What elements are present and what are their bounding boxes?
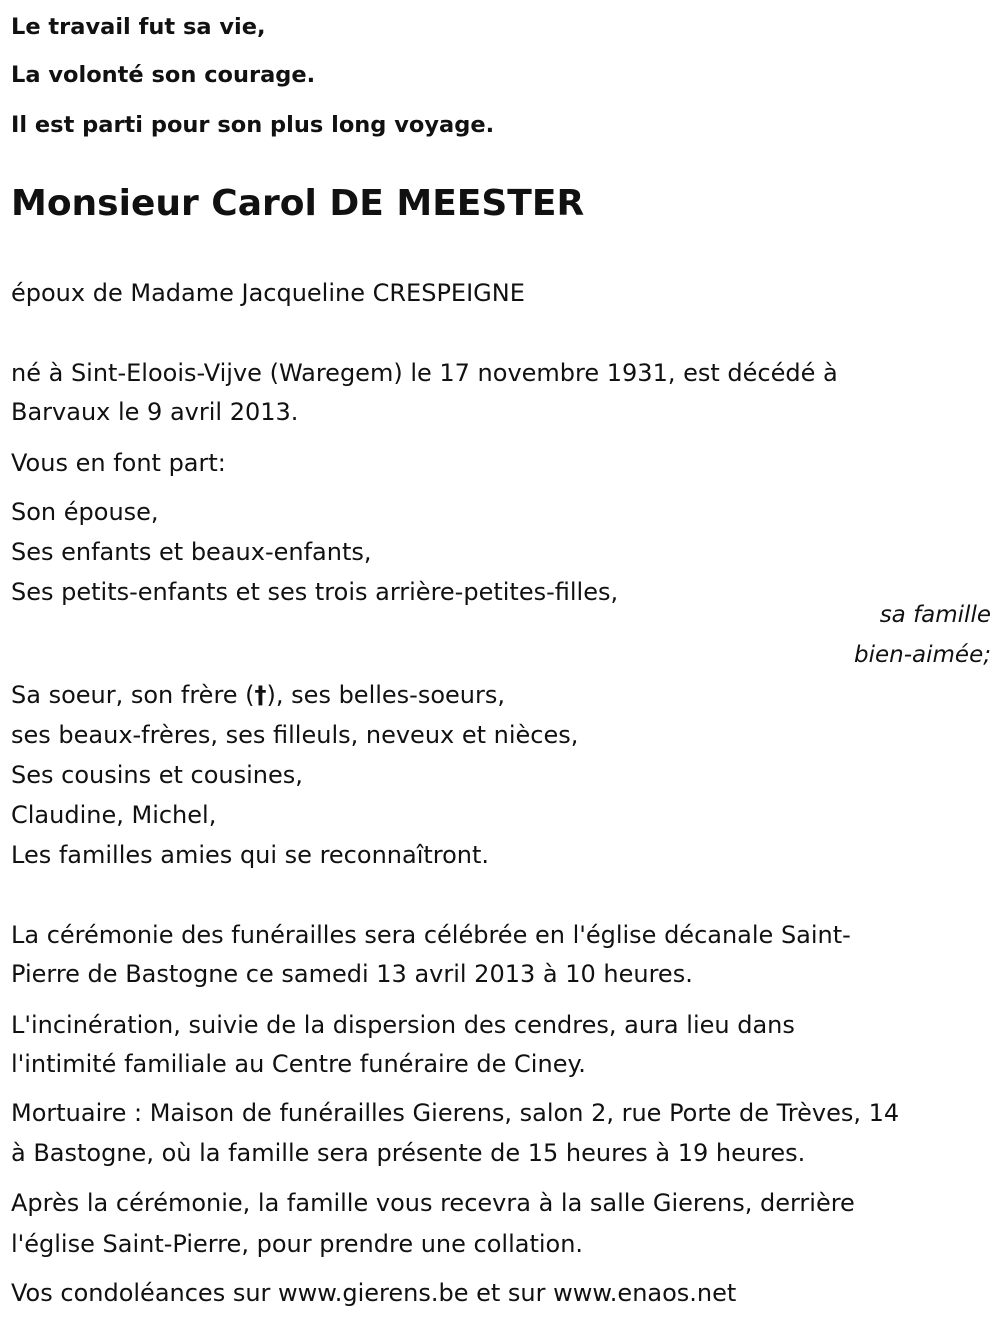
family-line: Son épouse, (11, 498, 159, 526)
family-signoff: sa famille (879, 602, 991, 628)
relatives-text: ), ses belles-soeurs, (266, 681, 505, 709)
relatives-line: Les familles amies qui se reconnaîtront. (11, 841, 490, 869)
poem-line: La volonté son courage. (11, 62, 316, 88)
relatives-line: ses beaux-frères, ses filleuls, neveux et nièces, (11, 721, 579, 749)
poem-line: Le travail fut sa vie, (11, 14, 266, 40)
announce-line: Vous en font part: (11, 449, 226, 477)
birth-line: Barvaux le 9 avril 2013. (11, 398, 299, 426)
cremation-line: l'intimité familiale au Centre funéraire de Ciney. (11, 1050, 586, 1078)
cross-icon: † (254, 681, 267, 709)
family-line: Ses petits-enfants et ses trois arrière-petites-filles, (11, 578, 619, 606)
family-signoff: bien-aimée; (854, 642, 991, 668)
ceremony-line: La cérémonie des funérailles sera célébrée en l'église décanale Saint- (11, 921, 851, 949)
mortuary-line: Mortuaire : Maison de funérailles Gierens, salon 2, rue Porte de Trèves, 14 (11, 1099, 900, 1127)
deceased-name: Monsieur Carol DE MEESTER (11, 183, 585, 224)
relatives-text: Sa soeur, son frère ( (11, 681, 255, 709)
poem-line: Il est parti pour son plus long voyage. (11, 112, 495, 138)
reception-line: l'église Saint-Pierre, pour prendre une collation. (11, 1230, 584, 1258)
birth-line: né à Sint-Eloois-Vijve (Waregem) le 17 novembre 1931, est décédé à (11, 359, 838, 387)
reception-line: Après la cérémonie, la famille vous recevra à la salle Gierens, derrière (11, 1189, 855, 1217)
cremation-line: L'incinération, suivie de la dispersion des cendres, aura lieu dans (11, 1011, 795, 1039)
relatives-line (11, 680, 505, 710)
spouse-line: époux de Madame Jacqueline CRESPEIGNE (11, 279, 525, 307)
family-line: Ses enfants et beaux-enfants, (11, 538, 372, 566)
relatives-line: Ses cousins et cousines, (11, 761, 303, 789)
condolences-line: Vos condoléances sur www.gierens.be et sur www.enaos.net (11, 1279, 737, 1307)
ceremony-line: Pierre de Bastogne ce samedi 13 avril 2013 à 10 heures. (11, 960, 693, 988)
mortuary-line: à Bastogne, où la famille sera présente de 15 heures à 19 heures. (11, 1139, 806, 1167)
relatives-line: Claudine, Michel, (11, 801, 217, 829)
